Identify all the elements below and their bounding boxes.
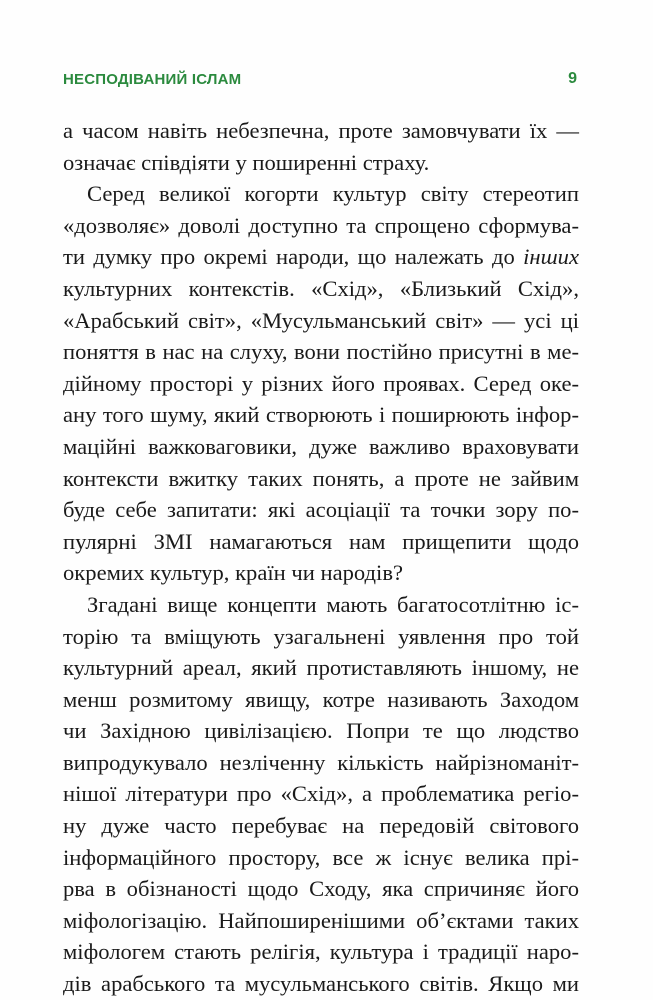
text-line: міфологем стають релігія, культура і традиції наро- <box>63 939 579 965</box>
text-segment: ти думку про окремі народи, що належать до <box>63 244 524 270</box>
text-line: менш розмитому явищу, котре називають Заходом <box>63 686 579 712</box>
page-number: 9 <box>568 70 577 87</box>
text-line: а часом навіть небезпечна, проте замовчувати їх — <box>63 118 579 143</box>
text-line: дів арабського та мусульманського світів. Якщо ми <box>63 971 579 997</box>
text-line: пулярні ЗМІ намагаються нам прищепити щодо <box>63 528 579 554</box>
text-line: інформаційного простору, все ж існує велика прі- <box>63 844 579 870</box>
text-line: «Арабський світ», «Мусульманський світ» — усі ці <box>63 307 579 333</box>
text-line: Серед великої когорти культур світу стереотип <box>87 181 579 207</box>
text-line: означає співдіяти у поширенні страху. <box>63 149 430 175</box>
text-line: поняття в нас на слуху, вони постійно присутні в ме- <box>63 339 579 365</box>
text-line: чи Західною цивілізацією. Попри те що людство <box>63 718 579 744</box>
text-line: торію та вміщують узагальнені уявлення про той <box>63 623 579 649</box>
text-line: культурних контекстів. «Схід», «Близький Схід», <box>63 275 579 301</box>
text-line: буде себе запитати: які асоціації та точки зору по- <box>63 497 579 523</box>
text-line: випродукувало незліченну кількість найрізноманіт- <box>63 749 579 775</box>
text-line: дійному просторі у різних його проявах. Серед оке- <box>63 370 579 396</box>
text-line: маційні важковаговики, дуже важливо враховувати <box>63 433 579 459</box>
text-line: «дозволяє» доволі доступно та спрощено сформува- <box>63 212 579 238</box>
text-line: окремих культур, країн чи народів? <box>63 560 404 586</box>
text-line <box>63 241 579 273</box>
text-line: міфологізацію. Найпоширенішими об’єктами таких <box>63 907 579 933</box>
text-line: ну дуже часто перебуває на передовій світового <box>63 813 579 839</box>
text-line: рва в обізнаності щодо Сходу, яка спричиняє його <box>63 876 579 902</box>
text-line: культурний ареал, який протиставляють іншому, не <box>63 655 579 681</box>
text-line: контексти вжитку таких понять, а проте не зайвим <box>63 465 579 491</box>
running-head-title: НЕСПОДІВАНИЙ ІСЛАМ <box>63 71 242 88</box>
text-line: ану того шуму, який створюють і поширюють інфор- <box>63 402 579 428</box>
body-text <box>63 115 579 1000</box>
text-line: Згадані вище концепти мають багатосотлітню іс- <box>87 591 579 617</box>
text-line: нішої літератури про «Схід», а проблематика регіо- <box>63 781 579 807</box>
italic-word: інших <box>523 244 579 270</box>
